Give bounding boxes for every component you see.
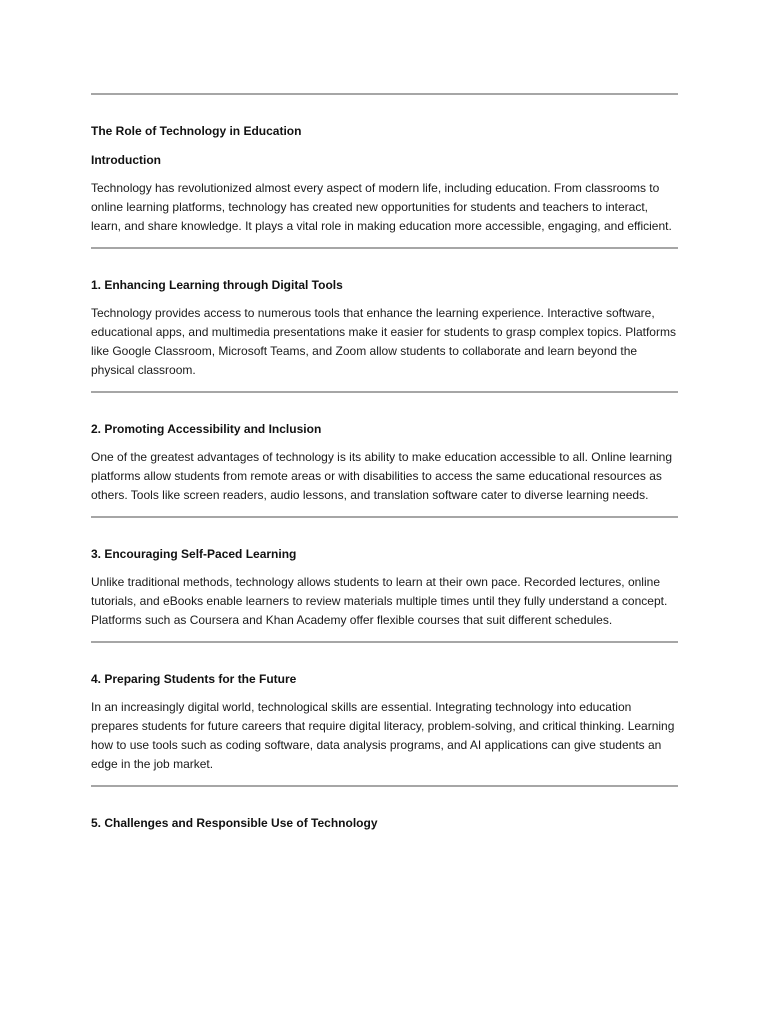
section-heading: 2. Promoting Accessibility and Inclusion [91, 422, 322, 436]
section-4 [91, 641, 678, 774]
section-heading: 5. Challenges and Responsible Use of Technology [91, 816, 378, 830]
section-1 [91, 247, 678, 380]
section-paragraph: In an increasingly digital world, technological skills are essential. Integrating technology into education prepares students for future careers that require digital literacy, problem-solving, and critical thinking. Learning how to use tools such as coding software, data analysis programs, and AI applications can give students an edge in the job market. [91, 700, 675, 771]
section-heading: 1. Enhancing Learning through Digital Tools [91, 278, 343, 292]
section-paragraph: One of the greatest advantages of technology is its ability to make education accessible to all. Online learning platforms allow students from remote areas or with disabilities to access the same educational resources as others. Tools like screen readers, audio lessons, and translation software cater to diverse learning needs. [91, 450, 673, 502]
section-paragraph: Unlike traditional methods, technology allows students to learn at their own pace. Recorded lectures, online tutorials, and eBooks enable learners to review materials multiple times until they fully understand a concept. Platforms such as Coursera and Khan Academy offer flexible courses that suit different schedules. [91, 575, 668, 627]
document-title: The Role of Technology in Education [91, 124, 302, 138]
horizontal-rule [91, 391, 678, 393]
section-5 [91, 785, 678, 831]
horizontal-rule [91, 93, 678, 95]
horizontal-rule [91, 516, 678, 518]
intro-paragraph: Technology has revolutionized almost every aspect of modern life, including education. From classrooms to online learning platforms, technology has created new opportunities for students and teachers to interact, learn, and share knowledge. It plays a vital role in making education more accessible, engaging, and efficient. [91, 181, 672, 233]
intro-heading: Introduction [91, 153, 161, 167]
section-heading: 4. Preparing Students for the Future [91, 672, 297, 686]
section-paragraph: Technology provides access to numerous tools that enhance the learning experience. Interactive software, educational apps, and multimedia presentations make it easier for students to grasp complex topics. Platforms like Google Classroom, Microsoft Teams, and Zoom allow students to collaborate and learn beyond the physical classroom. [91, 306, 676, 377]
horizontal-rule [91, 247, 678, 249]
section-heading: 3. Encouraging Self-Paced Learning [91, 547, 297, 561]
document-page [91, 0, 678, 831]
section-2 [91, 391, 678, 505]
horizontal-rule [91, 641, 678, 643]
section-3 [91, 516, 678, 630]
horizontal-rule [91, 785, 678, 787]
